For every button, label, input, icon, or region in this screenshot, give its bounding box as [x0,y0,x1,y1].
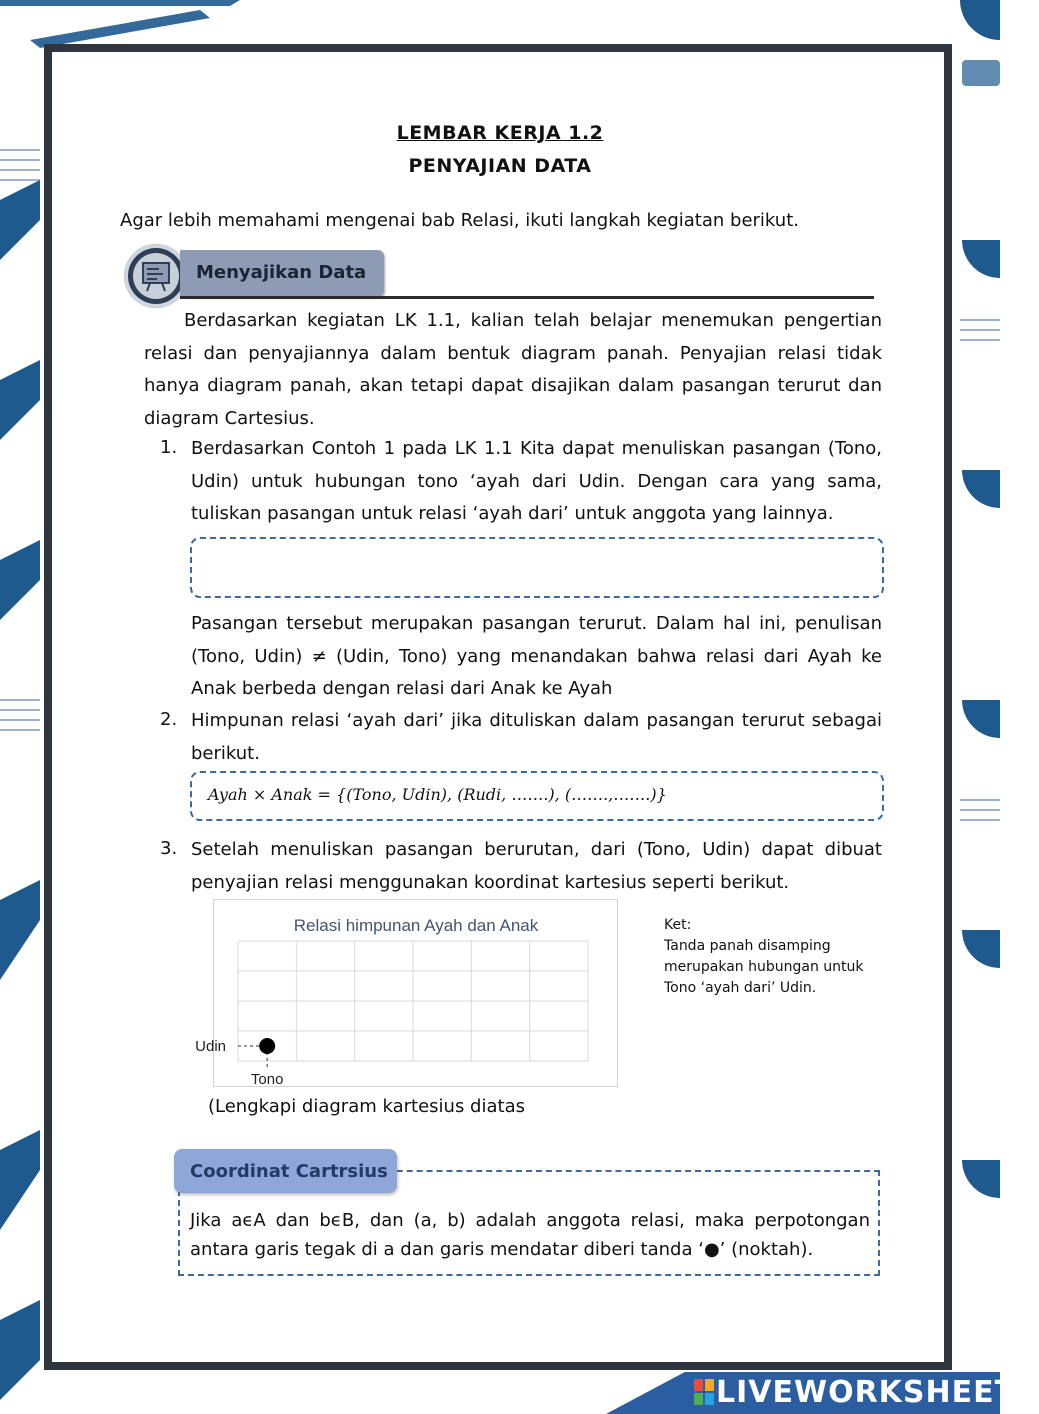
chart-caption: (Lengkapi diagram kartesius diatas [208,1096,525,1117]
data-point [259,1038,275,1054]
item-text-1: Berdasarkan Contoh 1 pada LK 1.1 Kita dapat menuliskan pasangan (Tono, Udin) untuk hubungan tono ‘ayah dari Udin. Dengan cara yang sama, tuliskan pasangan untuk relasi ‘ayah dari’ untuk anggota yang lainnya. [191,438,882,524]
coordinate-label: Coordinat Cartrsius [190,1161,388,1182]
watermark-text: LIVEWORKSHEETS [716,1375,1039,1410]
intro-text: Agar lebih memahami mengenai bab Relasi, ikuti langkah kegiatan berikut. [120,210,799,231]
section-divider [180,296,874,299]
chart-title: Relasi himpunan Ayah dan Anak [293,916,539,935]
coordinate-text: Jika aϵA dan bϵB, dan (a, b) adalah anggota relasi, maka perpotongan antara garis tegak di a dan garis mendatar diberi tanda ‘●’ (noktah). [190,1210,870,1260]
liveworksheets-logo-icon [694,1379,714,1405]
note-heading: Ket: [664,917,692,933]
presentation-board-icon [133,253,179,299]
item-text-3: Setelah menuliskan pasangan berurutan, dari (Tono, Udin) dapat dibuat penyajian relasi menggunakan koordinat kartesius seperti berikut. [191,839,882,893]
item-text-2: Himpunan relasi ‘ayah dari’ jika dituliskan dalam pasangan terurut sebagai berikut. [191,710,882,764]
relation-formula: Ayah × Anak = {(Tono, Udin), (Rudi, …….), (…….,…….)} [208,785,667,804]
item-number-3: 3. [160,838,178,859]
item-number-1: 1. [160,437,178,458]
answer-field-1[interactable] [190,537,884,598]
y-tick-label: Udin [195,1038,226,1055]
formula-box[interactable] [190,771,884,821]
note-line-3: Tono ‘ayah dari’ Udin. [664,980,817,996]
chart-grid [238,941,588,1061]
chart-marks [195,1038,283,1088]
section-tab [180,250,384,296]
note-line-2: merupakan hubungan untuk [664,959,864,975]
cartesian-chart[interactable] [180,899,620,1094]
item-number-2: 2. [160,709,178,730]
coordinate-tab [174,1149,397,1193]
page-title: LEMBAR KERJA 1.2 [396,122,604,144]
page-subtitle: PENYAJIAN DATA [408,155,592,177]
section-badge [124,244,188,308]
x-tick-label: Tono [250,1071,284,1088]
intro-paragraph [144,305,882,435]
chart-note [664,915,864,999]
item-followup-1: Pasangan tersebut merupakan pasangan terurut. Dalam hal ini, penulisan (Tono, Udin) ≠ (Udin, Tono) yang menandakan bahwa relasi dari Ayah ke Anak berbeda dengan relasi dari Anak ke Ayah [191,613,882,699]
paragraph-text: Berdasarkan kegiatan LK 1.1, kalian telah belajar menemukan pengertian relasi dan penyajiannya dalam bentuk diagram panah. Penyajian relasi tidak hanya diagram panah, akan tetapi dapat disajikan dalam pasangan terurut dan diagram Cartesius. [144,310,882,429]
section-label: Menyajikan Data [196,262,367,283]
note-line-1: Tanda panah disamping [664,938,831,954]
